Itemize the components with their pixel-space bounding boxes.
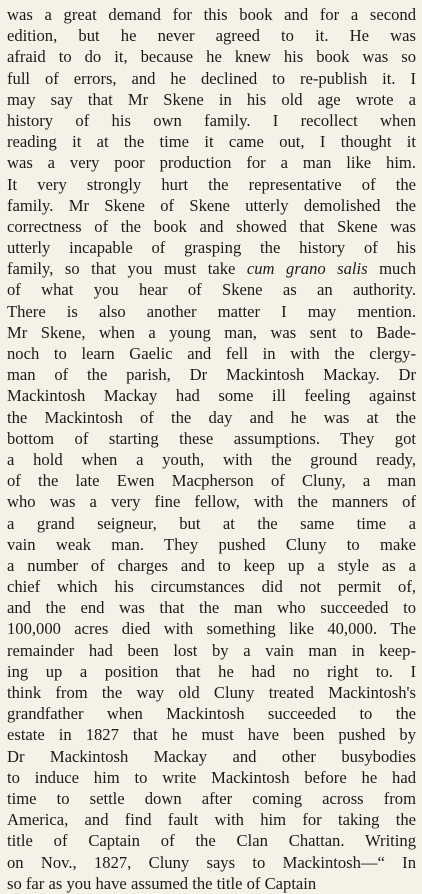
text-line-1: was a great demand for this book and for a second	[7, 5, 416, 24]
text-line-27: a number of charges and to keep up a style as a	[7, 555, 416, 575]
text-line-39: America, and find fault with him for taking the	[7, 810, 416, 830]
text-line-20: the Mackintosh of the day and he was at the	[7, 407, 416, 427]
text-line-16: Mr Skene, when a young man, was sent to Bade-	[7, 322, 416, 342]
text-line-21: bottom of starting these assumptions. They got	[7, 428, 416, 448]
text-line-18: man of the parish, Dr Mackintosh Mackay. Dr	[7, 365, 416, 385]
text-line-13-after: much	[367, 259, 416, 279]
text-line-17: noch to learn Gaelic and fell in with the clergy-	[7, 344, 416, 363]
text-line-4: full of errors, and he declined to re-publish it. I	[7, 68, 416, 88]
text-line-25: a grand seigneur, but at the same time a	[7, 513, 416, 533]
text-line-10: family. Mr Skene of Skene utterly demolished the	[7, 195, 416, 215]
text-line-19: Mackintosh Mackay had some ill feeling against	[7, 386, 416, 406]
text-line-32: ing up a position that he had no right to. I	[7, 661, 416, 681]
text-line-3: afraid to do it, because he knew his book was so	[7, 47, 416, 67]
text-line-5: may say that Mr Skene in his old age wrote a	[7, 89, 416, 109]
text-line-26: vain weak man. They pushed Cluny to make	[7, 534, 416, 554]
text-line-30: 100,000 acres died with something like 40,000. The	[7, 619, 416, 639]
text-line-34: grandfather when Mackintosh succeeded to the	[7, 704, 416, 724]
text-line-2: edition, but he never agreed to it. He was	[7, 26, 416, 46]
article-text	[7, 4, 416, 894]
text-line-41: on Nov., 1827, Cluny says to Mackintosh—“ In	[7, 852, 416, 872]
text-line-28: chief which his circumstances did not permit of,	[7, 577, 416, 597]
latin-phrase: cum grano salis	[246, 259, 368, 279]
text-line-7: reading it at the time it came out, I thought it	[7, 132, 416, 152]
text-line-36: Dr Mackintosh Mackay and other busybodies	[7, 746, 416, 766]
text-line-22: a hold when a youth, with the ground ready,	[7, 449, 416, 469]
text-line-12: utterly incapable of grasping the history of his	[7, 238, 416, 258]
text-line-37: to induce him to write Mackintosh before he had	[7, 767, 416, 787]
text-line-15: There is also another matter I may mention.	[7, 301, 416, 321]
text-line-29: and the end was that the man who succeeded to	[7, 598, 416, 618]
text-line-33: think from the way old Cluny treated Mackintosh's	[7, 683, 416, 702]
text-line-14: of what you hear of Skene as an authority.	[7, 280, 416, 300]
text-line-40: title of Captain of the Clan Chattan. Writing	[7, 831, 416, 851]
text-line-35: estate in 1827 that he must have been pushed by	[7, 725, 416, 745]
text-line-6: history of his own family. I recollect when	[7, 110, 416, 130]
text-line-42: so far as you have assumed the title of Captain	[7, 873, 317, 893]
text-line-9: It very strongly hurt the representative of the	[7, 174, 416, 194]
text-line-11: correctness of the book and showed that Skene was	[7, 216, 416, 236]
text-line-13-before: family, so that you must take	[7, 259, 247, 279]
text-line-31: remainder had been lost by a vain man in keep-	[7, 640, 416, 660]
text-line-24: who was a very fine fellow, with the manners of	[7, 492, 416, 512]
text-line-38: time to settle down after coming across from	[7, 788, 416, 808]
text-line-23: of the late Ewen Macpherson of Cluny, a man	[7, 471, 416, 491]
text-line-8: was a very poor production for a man like him.	[7, 153, 416, 173]
text-line-13	[7, 258, 416, 279]
